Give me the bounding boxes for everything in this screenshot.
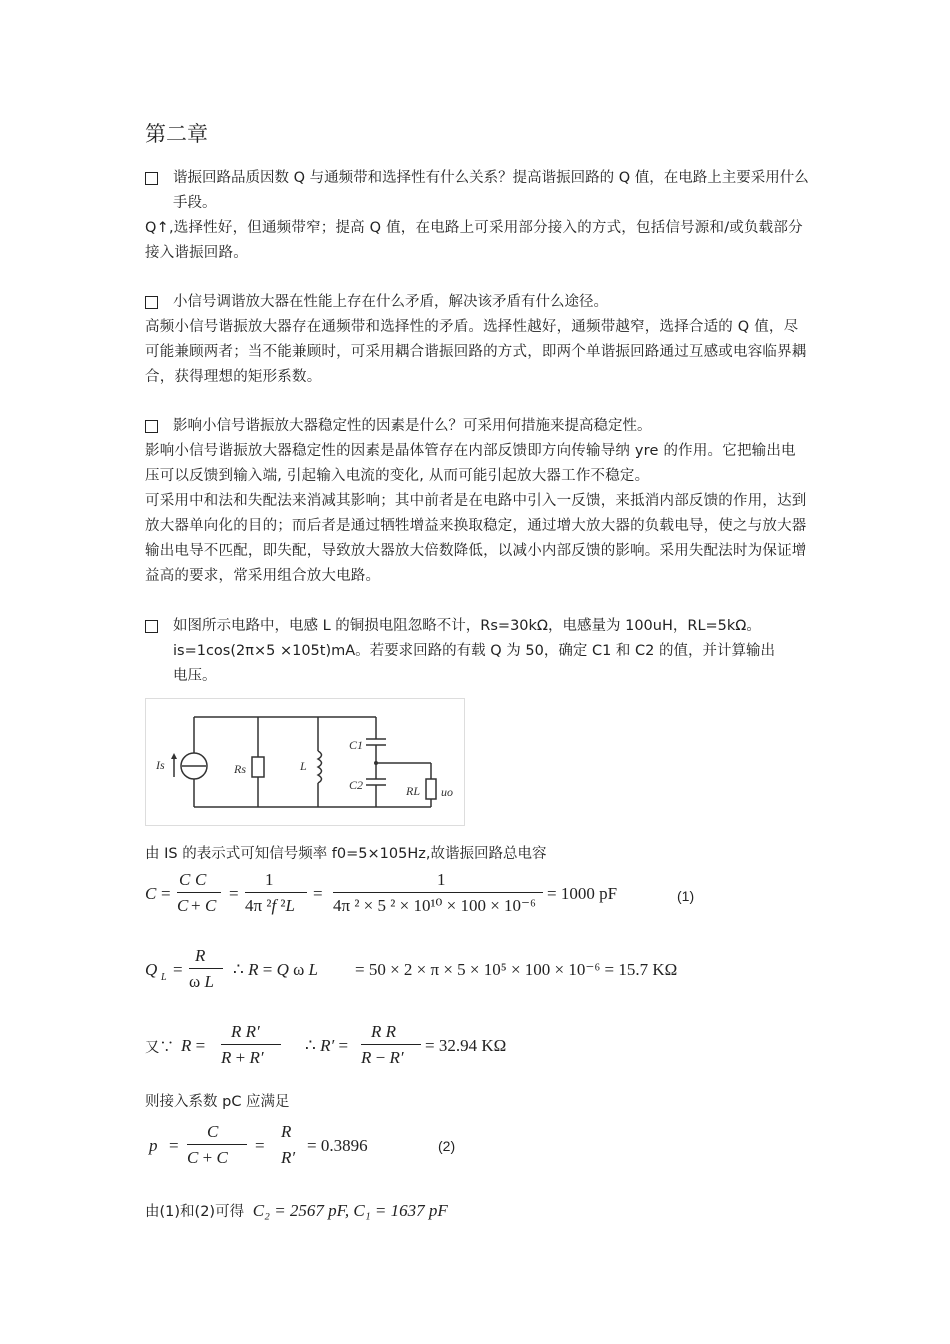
label-rl: RL: [406, 784, 421, 798]
label-is: Is: [156, 758, 165, 772]
equation-4: p = C C + C = R R′ = 0.3896: [149, 1122, 368, 1167]
circuit-figure: [145, 698, 465, 826]
question-4-line2: is=1cos(2π×5 ×105t)mA。若要求回路的有载 Q 为 50，确定 C1 和 C2 的值，并计算输出: [173, 643, 775, 659]
label-l: L: [300, 759, 307, 773]
resistor-rs-icon: [252, 757, 264, 777]
question-3: [145, 414, 810, 439]
checkbox-icon[interactable]: [145, 420, 158, 433]
equation-1-number: (1): [677, 888, 695, 904]
question-1: [145, 166, 810, 216]
equation-1-result: = 1000 pF: [547, 884, 618, 903]
label-uo: uo: [441, 785, 453, 799]
answer-3b: 可采用中和法和失配法来消减其影响；其中前者是在电路中引入一反馈，来抵消内部反馈的作用，达到放大器单向化的目的；而后者是通过牺牲增益来换取稳定，通过增大放大器的负载电导，使之与放大器输出电导不匹配，即失配，导致放大器放大倍数降低，以减小内部反馈的影响。采用失配法时为保证增益高的要求，常采用组合放大电路。: [145, 493, 807, 584]
equation-3-prefix: 又∵: [145, 1040, 174, 1056]
final-answer: [145, 1200, 448, 1221]
label-c1: C1: [349, 738, 364, 752]
resistor-rl-icon: [426, 779, 436, 799]
checkbox-icon[interactable]: [145, 620, 158, 633]
checkbox-icon[interactable]: [145, 172, 158, 185]
question-2-text: 小信号调谐放大器在性能上存在什么矛盾，解决该矛盾有什么途径。: [173, 294, 608, 310]
final-result: C₂ = 2567 pF, C₁ = 1637 pF: [252, 1201, 448, 1220]
answer-1: Q↑,选择性好，但通频带窄；提高 Q 值，在电路上可采用部分接入的方式，包括信号源和/或负载部分接入谐振回路。: [145, 220, 803, 261]
label-rs: Rs: [234, 762, 246, 776]
equation-2-result: = 50 × 2 × π × 5 × 10⁵ × 100 × 10⁻⁶ = 15.7 KΩ: [355, 960, 678, 979]
question-3-text: 影响小信号谐振放大器稳定性的因素是什么？可采用何措施来提高稳定性。: [173, 418, 652, 434]
answer-2: 高频小信号谐振放大器存在通频带和选择性的矛盾。选择性越好，通频带越窄，选择合适的 Q 值，尽可能兼顾两者；当不能兼顾时，可采用耦合谐振回路的方式，即两个单谐振回路通过互感或电容临界耦合，获得理想的矩形系数。: [145, 319, 807, 385]
circuit-diagram: [146, 699, 464, 825]
answer-3a: 影响小信号谐振放大器稳定性的因素是晶体管存在内部反馈即方向传输导纳 yre 的作用。它把输出电压可以反馈到输入端, 引起输入电流的变化, 从而可能引起放大器工作不稳定。: [145, 443, 796, 484]
final-prefix: 由(1)和(2)可得: [145, 1204, 245, 1220]
question-2: [145, 290, 810, 315]
equation-2: Q L = R ω L ∴ R = Q ω L = 50 × 2 × π × 5 × 10⁵ × 100 × 10⁻⁶ = 15.7 KΩ: [145, 946, 678, 991]
question-1-text: 谐振回路品质因数 Q 与通频带和选择性有什么关系？提高谐振回路的 Q 值，在电路上主要采用什么手段。: [173, 170, 809, 211]
pc-text: 则接入系数 pC 应满足: [145, 1094, 290, 1110]
solution-intro: 由 IS 的表示式可知信号频率 f0=5×105Hz,故谐振回路总电容: [145, 846, 547, 862]
question-4-line1: 如图所示电路中，电感 L 的铜损电阻忽略不计，Rs=30kΩ，电感量为 100uH，RL=5kΩ。: [173, 618, 761, 634]
label-c2: C2: [349, 778, 364, 792]
checkbox-icon[interactable]: [145, 296, 158, 309]
equation-4-result: = 0.3896: [307, 1136, 368, 1155]
equation-3-result: = 32.94 KΩ: [425, 1036, 507, 1055]
chapter-title: 第二章: [145, 122, 208, 146]
question-4-line3: 电压。: [173, 668, 217, 684]
equation-3: 又∵ R = R R′ R + R′ ∴ R′ = R R R − R′ = 32.94 KΩ: [145, 1022, 507, 1067]
question-4: [145, 614, 810, 689]
equation-1: C = C C C + C = 1 4π ²f ²L = 1 4π ² × 5 ² × 10¹⁰ × 100 × 10⁻⁶ = 1000 pF: [145, 870, 618, 915]
inductor-icon: [318, 751, 322, 783]
equation-4-number: (2): [438, 1138, 456, 1154]
